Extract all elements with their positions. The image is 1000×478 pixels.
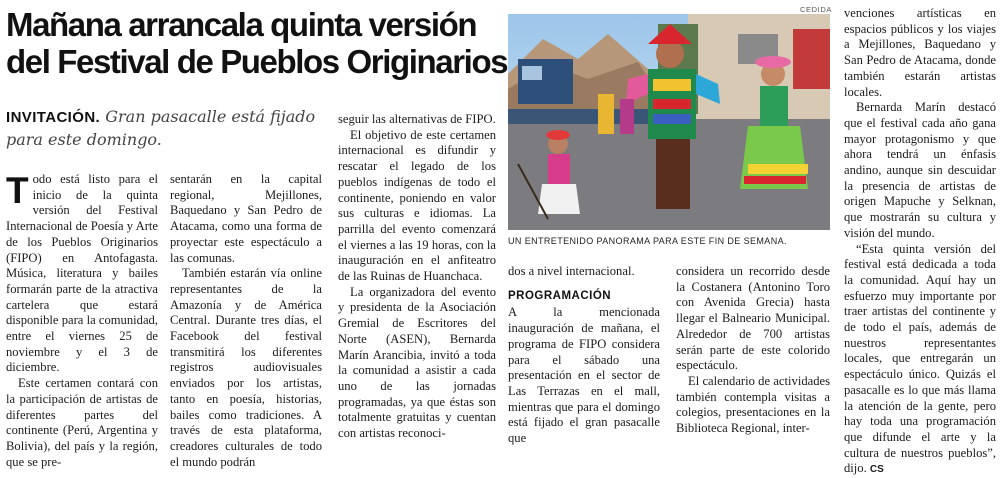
- photo-caption: UN ENTRETENIDO PANORAMA PARA ESTE FIN DE SEMANA.: [508, 236, 787, 246]
- col2-paragraph-1: sentarán en la capital regional, Mejillones, Baquedano y San Pedro de Atacama, como una forma de proyectar este espectáculo a las comunas.: [170, 172, 322, 265]
- col4-paragraph-2: A la mencionada inauguración de mañana, el programa de FIPO considera para el sábado una presentación en el sector de Las Terrazas en el mall, mientras que para el domingo está fijado el gran pasacalle que: [508, 305, 660, 446]
- headline-line-2: del Festival de Pueblos Originarios: [6, 43, 508, 80]
- column-3: [338, 112, 496, 442]
- col3-paragraph-1: seguir las alternativas de FIPO.: [338, 112, 496, 126]
- column-4: [508, 264, 660, 447]
- parade-illustration: [508, 14, 830, 230]
- col1-paragraph-1: odo está listo para el inicio de la quinta versión del Festival Internacional de Poesía y Arte de los Pueblos Originarios (FIPO) en Antofagasta. Música, literatura y bailes formarán parte de la atractiva cartelera que estará disponible para la comunidad, entre el viernes 25 de noviembre y el 3 de diciembre.: [6, 172, 158, 375]
- headline-line-1: Mañana arrancala quinta versión: [6, 6, 477, 43]
- column-6: [844, 6, 996, 478]
- col2-paragraph-2: También estarán vía online representantes de la Amazonía y de América Central. Durante tres días, el Facebook del festival transmitirá los diferentes registros audiovisuales enviados por los artistas, tanto en poesía, historias, bailes como tradiciones. A través de esta plataforma, creadores culturales de todo el mundo podrán: [170, 266, 322, 469]
- col5-paragraph-1: considera un recorrido desde la Costanera (Antonino Toro con Avenida Grecia) hasta llegar el Balneario Municipal. Alrededor de 700 artistas serán parte de este colorido espectáculo.: [676, 264, 830, 373]
- headline: [6, 6, 508, 80]
- col5-paragraph-2: El calendario de actividades también contempla visitas a colegios, presentaciones en la Biblioteca Regional, inter-: [676, 373, 830, 436]
- col6-paragraph-2: Bernarda Marín destacó que el festival cada año gana mayor protagonismo y que ahora tendrá un énfasis andino, aunque sin descuidar la presencia de artistas de origen Mapuche y Selknan, que mostrarán su cultura y visión del mundo.: [844, 100, 996, 240]
- col4-paragraph-1: dos a nivel internacional.: [508, 264, 635, 278]
- photo-credit: CEDIDA: [800, 5, 832, 14]
- column-1: [6, 172, 158, 470]
- deck: Gran pasacalle está fijado para este domingo.: [6, 107, 316, 149]
- signoff-mark: CS: [869, 464, 884, 476]
- col6-paragraph-3: “Esta quinta versión del festival está dedicada a toda la comunidad. Aquí hay un esfuerzo muy importante por traer artistas del continente y de todo el país, además de nuestros representantes locales, que entregarán un espectáculo único. Quizás el pasacalle es lo que más llama la atención de la gente, pero hay toda una programación que difunde el arte y la cultura de nuestros pueblos”, dijo.: [844, 241, 996, 476]
- col3-paragraph-3: La organizadora del evento y presidenta de la Asociación Gremial de Escritores del Norte (ASEN), Bernarda Marín Arancibia, invitó a toda la comunidad a asistir a cada uno de las jornadas programadas, ya que éstas son totalmente gratuitas y cuentan con artistas reconoci-: [338, 284, 496, 441]
- col6-paragraph-1: venciones artísticas en espacios públicos y los viajes a Mejillones, Baquedano y San Pedro de Atacama, donde también estarán artistas locales.: [844, 6, 996, 99]
- column-5: [676, 264, 830, 437]
- col3-paragraph-2: El objetivo de este certamen internacional es difundir y rescatar el legado de los pueblos indígenas de todo el continente, poniendo en valor sus culturas e idiomas. La parrilla del evento comenzará el viernes a las 19 horas, con la inauguración en el anfiteatro de las Ruinas de Huanchaca.: [338, 127, 496, 284]
- drop-cap: T: [6, 170, 29, 211]
- col1-paragraph-2: Este certamen contará con la participación de artistas de diferentes partes del continente (Perú, Argentina y Bolivia), del país y la región, que se pre-: [6, 376, 158, 469]
- kicker: INVITACIÓN.: [6, 109, 101, 126]
- column-2: [170, 172, 322, 470]
- festival-photo: [508, 14, 830, 230]
- section-heading-programacion: PROGRAMACIÓN: [508, 289, 612, 302]
- subheadline: [6, 106, 326, 151]
